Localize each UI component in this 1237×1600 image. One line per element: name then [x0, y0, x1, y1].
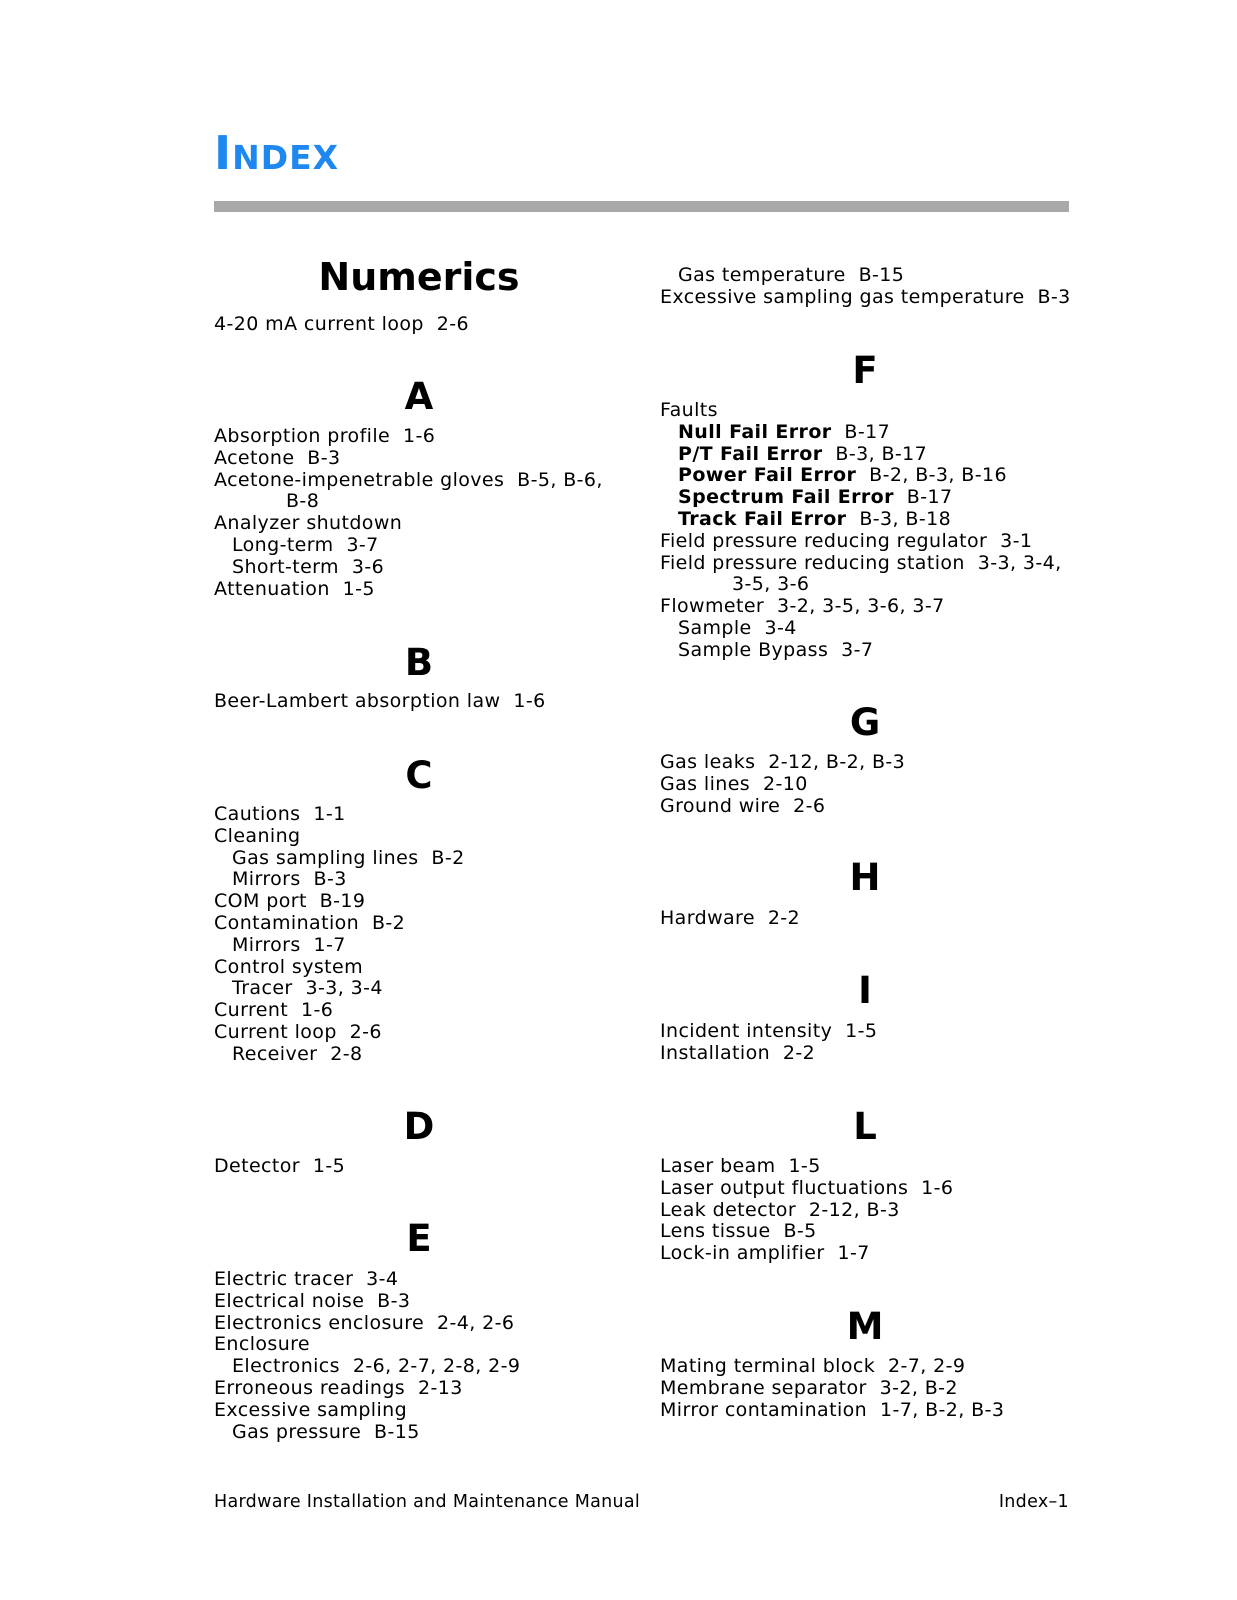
entry-continuation: B-8	[286, 490, 320, 513]
index-entry	[660, 1043, 877, 1065]
entry-term-bold: Power Fail Error	[678, 464, 857, 487]
entry-text: Lock-in amplifier 1-7	[660, 1242, 870, 1265]
index-entry	[660, 1243, 953, 1265]
index-entry	[214, 957, 465, 979]
index-entry	[660, 1178, 953, 1200]
index-subentry	[214, 978, 465, 1000]
index-entry	[214, 470, 603, 514]
index-entry	[660, 908, 800, 930]
index-subentry	[214, 1422, 520, 1444]
entry-text: B-17	[893, 486, 953, 509]
footer-page-number: Index–1	[998, 1492, 1069, 1512]
entry-text: Electric tracer 3-4	[214, 1268, 399, 1290]
index-subentry	[214, 1044, 465, 1066]
index-entry	[214, 1156, 345, 1178]
entry-text: Acetone-impenetrable gloves B-5, B-6,	[214, 468, 603, 491]
index-subentry	[214, 557, 603, 579]
section-heading-m: M	[846, 1305, 884, 1348]
entry-text: Erroneous readings 2-13	[214, 1376, 463, 1399]
entry-text: Excessive sampling gas temperature B-3	[660, 285, 1071, 308]
index-entry	[660, 752, 905, 774]
section-heading-g: G	[849, 701, 881, 744]
index-entry	[660, 1378, 1004, 1400]
entry-text: Excessive sampling	[214, 1398, 408, 1421]
section-entries-continued	[660, 265, 1071, 309]
index-entry	[660, 596, 1062, 618]
index-subentry	[660, 444, 1062, 466]
index-entry	[660, 1356, 1004, 1378]
index-entry	[214, 1378, 520, 1400]
index-subentry	[214, 1356, 520, 1378]
entry-text: Short-term 3-6	[232, 555, 385, 578]
index-subentry	[214, 848, 465, 870]
entry-text: Beer-Lambert absorption law 1-6	[214, 690, 546, 712]
section-heading-a: A	[404, 375, 434, 418]
index-entry	[660, 531, 1062, 553]
entry-text: Mating terminal block 2-7, 2-9	[660, 1355, 966, 1377]
entry-text: Cleaning	[214, 824, 301, 847]
index-entry	[214, 826, 465, 848]
entry-text: Absorption profile 1-6	[214, 425, 436, 447]
index-subentry	[214, 869, 465, 891]
section-entries-numerics	[214, 314, 469, 336]
entry-text: Current loop 2-6	[214, 1020, 382, 1043]
entry-text: Gas lines 2-10	[660, 772, 808, 795]
section-heading-b: B	[404, 641, 434, 684]
entry-text: Mirrors 1-7	[232, 933, 346, 956]
entry-text: Ground wire 2-6	[660, 794, 826, 817]
entry-text: Current 1-6	[214, 999, 334, 1022]
footer-manual-title: Hardware Installation and Maintenance Manual	[214, 1492, 641, 1512]
entry-text: Analyzer shutdown	[214, 512, 403, 535]
section-heading-d: D	[403, 1105, 435, 1148]
entry-text: B-17	[831, 420, 891, 443]
section-heading-h: H	[849, 856, 881, 899]
entry-text: Gas temperature B-15	[678, 264, 905, 286]
section-entries-h	[660, 908, 800, 930]
section-entries-i	[660, 1021, 877, 1065]
section-heading-c: C	[405, 754, 433, 797]
index-subentry	[660, 265, 1071, 287]
entry-text: Field pressure reducing station 3-3, 3-4,	[660, 551, 1062, 574]
entry-term-bold: Spectrum Fail Error	[678, 486, 894, 509]
index-entry	[660, 553, 1062, 597]
page-title-rest: NDEX	[232, 138, 340, 177]
entry-text: B-3, B-17	[822, 442, 928, 465]
index-entry	[214, 1000, 465, 1022]
entry-text: Field pressure reducing regulator 3-1	[660, 529, 1033, 552]
entry-text: Laser output fluctuations 1-6	[660, 1176, 954, 1199]
section-heading-numerics: Numerics	[318, 255, 520, 299]
section-heading-f: F	[852, 349, 878, 392]
entry-text: Electronics enclosure 2-4, 2-6	[214, 1311, 515, 1334]
index-subentry	[660, 640, 1062, 662]
entry-text: Incident intensity 1-5	[660, 1020, 878, 1042]
entry-text: B-3, B-18	[846, 507, 952, 530]
entry-text: Acetone B-3	[214, 446, 341, 469]
page-title	[214, 126, 340, 180]
index-subentry	[214, 535, 603, 557]
index-subentry	[660, 465, 1062, 487]
entry-text: Membrane separator 3-2, B-2	[660, 1376, 958, 1399]
entry-text: B-2, B-3, B-16	[856, 464, 1007, 487]
index-entry	[214, 579, 603, 601]
section-entries-e	[214, 1269, 520, 1443]
section-heading-l: L	[853, 1105, 877, 1148]
entry-text: 4-20 mA current loop 2-6	[214, 313, 469, 335]
entry-text: Sample Bypass 3-7	[678, 638, 874, 661]
entry-text: Control system	[214, 955, 364, 978]
entry-text: Laser beam 1-5	[660, 1155, 821, 1177]
section-entries-f	[660, 400, 1062, 662]
index-entry	[214, 513, 603, 535]
entry-text: Electrical noise B-3	[214, 1289, 411, 1312]
index-entry	[214, 314, 469, 336]
index-entry	[660, 1021, 877, 1043]
entry-text: Gas leaks 2-12, B-2, B-3	[660, 751, 906, 773]
entry-continuation: 3-5, 3-6	[732, 573, 810, 596]
entry-text: Cautions 1-1	[214, 803, 346, 825]
index-entry	[214, 1400, 520, 1422]
section-entries-m	[660, 1356, 1004, 1421]
index-entry	[214, 1313, 520, 1335]
entry-text: Faults	[660, 399, 718, 421]
entry-text: Mirrors B-3	[232, 868, 347, 891]
index-entry	[214, 448, 603, 470]
index-entry	[660, 400, 1062, 422]
section-heading-e: E	[406, 1217, 432, 1260]
index-entry	[660, 774, 905, 796]
entry-text: Attenuation 1-5	[214, 577, 375, 600]
entry-text: Enclosure	[214, 1333, 311, 1356]
index-entry	[214, 1022, 465, 1044]
entry-text: Lens tissue B-5	[660, 1220, 817, 1243]
section-entries-d	[214, 1156, 345, 1178]
index-entry	[214, 1334, 520, 1356]
section-entries-a	[214, 426, 603, 600]
index-entry	[214, 1291, 520, 1313]
index-subentry	[660, 618, 1062, 640]
entry-text: Contamination B-2	[214, 911, 406, 934]
index-entry	[214, 691, 546, 713]
entry-text: Mirror contamination 1-7, B-2, B-3	[660, 1398, 1005, 1421]
index-subentry	[660, 487, 1062, 509]
index-entry	[214, 1269, 520, 1291]
index-entry	[660, 796, 905, 818]
index-entry	[660, 1221, 953, 1243]
index-entry	[660, 1156, 953, 1178]
entry-text: Sample 3-4	[678, 616, 797, 639]
entry-text: Flowmeter 3-2, 3-5, 3-6, 3-7	[660, 595, 945, 618]
index-entry	[660, 287, 1071, 309]
entry-text: Receiver 2-8	[232, 1042, 363, 1065]
entry-text: Tracer 3-3, 3-4	[232, 977, 383, 1000]
entry-text: Leak detector 2-12, B-3	[660, 1198, 900, 1221]
title-rule	[214, 201, 1069, 212]
entry-text: Installation 2-2	[660, 1041, 816, 1064]
index-entry	[660, 1400, 1004, 1422]
entry-term-bold: Track Fail Error	[678, 507, 847, 530]
index-subentry	[214, 935, 465, 957]
index-subentry	[660, 422, 1062, 444]
entry-text: Detector 1-5	[214, 1155, 346, 1177]
index-entry	[660, 1200, 953, 1222]
index-entry	[214, 891, 465, 913]
entry-text: COM port B-19	[214, 890, 366, 913]
entry-term-bold: P/T Fail Error	[678, 442, 823, 465]
entry-text: Gas sampling lines B-2	[232, 846, 465, 869]
section-entries-b	[214, 691, 546, 713]
entry-text: Electronics 2-6, 2-7, 2-8, 2-9	[232, 1355, 521, 1378]
entry-text: Long-term 3-7	[232, 533, 379, 556]
index-entry	[214, 804, 465, 826]
page-title-initial: I	[214, 126, 233, 180]
entry-text: Hardware 2-2	[660, 907, 801, 929]
index-entry	[214, 426, 603, 448]
section-entries-c	[214, 804, 465, 1066]
index-entry	[214, 913, 465, 935]
section-entries-l	[660, 1156, 953, 1265]
index-subentry	[660, 509, 1062, 531]
section-heading-i: I	[858, 969, 872, 1012]
entry-text: Gas pressure B-15	[232, 1420, 420, 1443]
section-entries-g	[660, 752, 905, 817]
entry-term-bold: Null Fail Error	[678, 420, 832, 443]
